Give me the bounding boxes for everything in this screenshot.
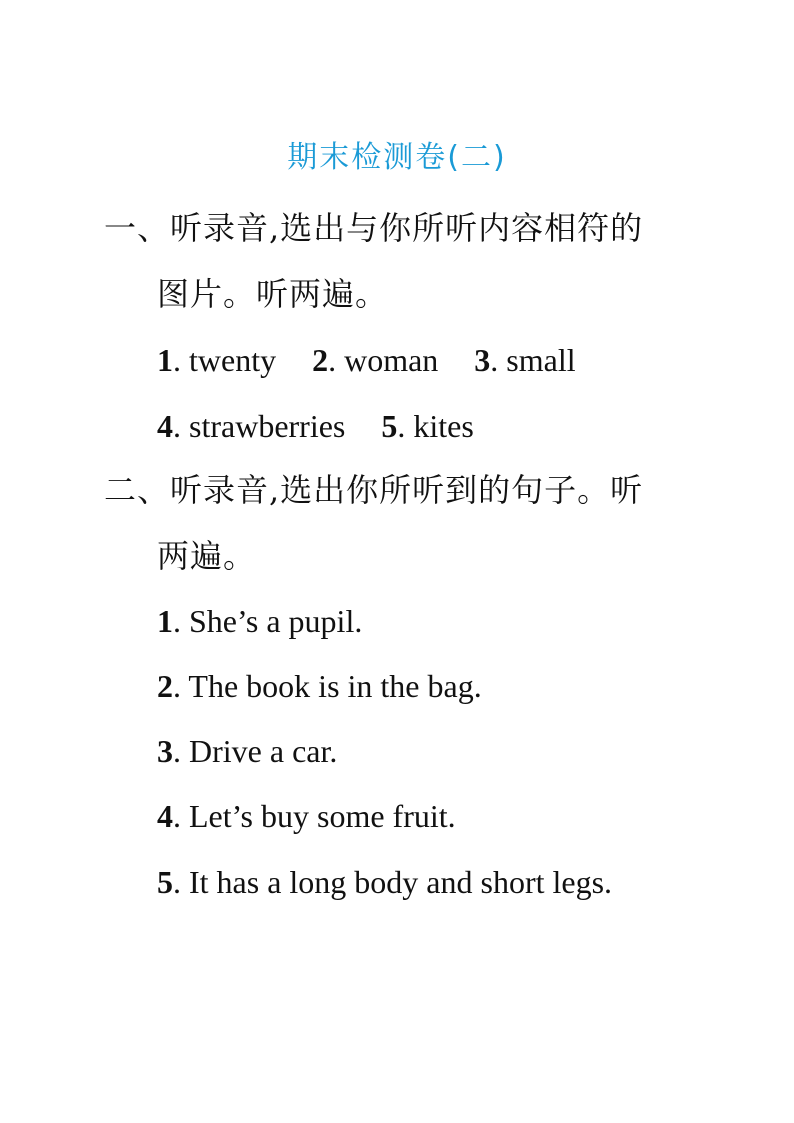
item-number: 3 <box>157 733 173 769</box>
item-text: . strawberries <box>173 408 346 444</box>
page-title: 期末检测卷(二) <box>287 140 507 175</box>
section1-instruction-line2: 图片。听两遍。 <box>157 275 389 313</box>
item-number: 4 <box>157 798 173 834</box>
item-text: . kites <box>397 408 474 444</box>
item-text: . She’s a pupil. <box>173 603 363 639</box>
item-text: . Let’s buy some fruit. <box>173 798 456 834</box>
list-item <box>157 408 345 444</box>
section1-items-row2 <box>157 404 474 448</box>
list-item <box>157 794 456 838</box>
item-number: 1 <box>157 603 173 639</box>
list-item <box>474 342 575 378</box>
item-text: . twenty <box>173 342 277 378</box>
list-item <box>157 599 362 643</box>
list-item <box>381 408 473 444</box>
item-text: . Drive a car. <box>173 733 338 769</box>
list-item <box>157 860 612 904</box>
section2-instruction-line1: 二、听录音,选出你所听到的句子。听 <box>104 471 644 509</box>
item-number: 4 <box>157 408 173 444</box>
item-number: 3 <box>474 342 491 378</box>
item-text: . small <box>490 342 576 378</box>
list-item <box>157 664 482 708</box>
list-item <box>312 342 438 378</box>
section1-instruction-line1: 一、听录音,选出与你所听内容相符的 <box>104 209 644 247</box>
section1-items-row1 <box>157 338 576 382</box>
item-number: 5 <box>157 864 173 900</box>
list-item <box>157 342 276 378</box>
list-item <box>157 729 337 773</box>
item-number: 2 <box>157 668 173 704</box>
item-number: 5 <box>381 408 398 444</box>
item-text: . It has a long body and short legs. <box>173 864 613 900</box>
item-number: 2 <box>312 342 329 378</box>
section2-instruction-line2: 两遍。 <box>157 537 257 575</box>
item-text: . The book is in the bag. <box>173 668 482 704</box>
item-number: 1 <box>157 342 173 378</box>
item-text: . woman <box>328 342 439 378</box>
